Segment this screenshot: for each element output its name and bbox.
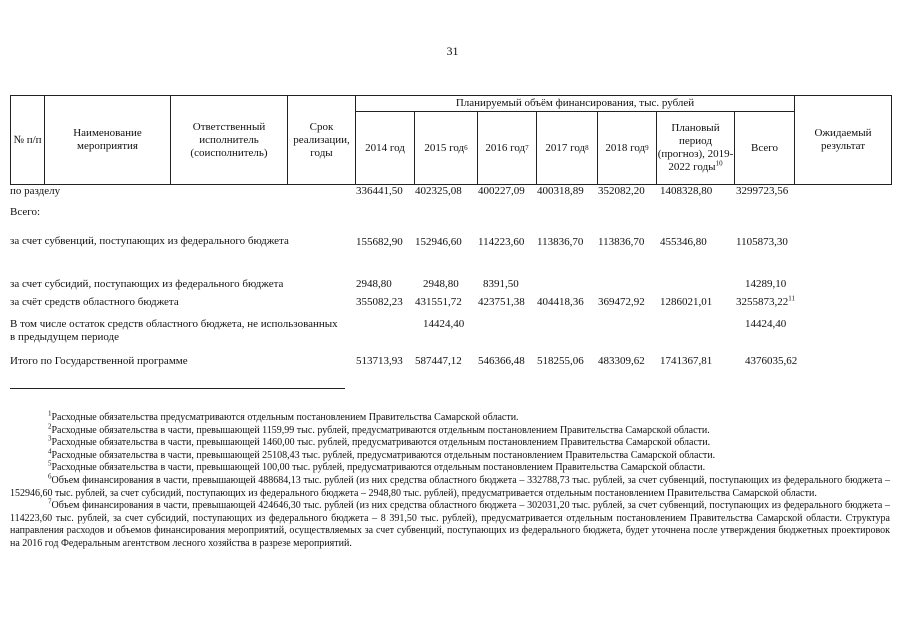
value-cell: 14424,40	[745, 318, 787, 330]
footnote: $^3$Расходные обязательства в части, превышающей 1460,00 тыс. рублей, предусматриваются отдельным постановлением Правительства Самарской области.	[48, 434, 711, 449]
value-cell: 113836,70	[537, 236, 584, 248]
page-number: 31	[446, 44, 459, 58]
footnote: $^1$Расходные обязательства предусматриваются отдельным постановлением Правительства Самарской области.	[48, 409, 519, 423]
value-cell: 113836,70	[598, 236, 645, 248]
row-label: по разделу	[10, 185, 61, 197]
footnote: $^7$Объем финансирования в части, превышающей 424646,30 тыс. рублей (из них средства областного бюджета – 302031,20 тыс. рублей, за счет субвенций, поступающих из федерального бюджета – 114223,60 тыс. рублей, за счет субсидий, поступающих из федерального бюджета – 8 391,50 тыс. рублей), предусматривается отдельным постановлением Правительства Самарской области. Структура направления расходов и объемов финансирования мероприятий, осуществляемых за счет субвенций, поступающих из федерального бюджета, будет уточнена после утверждения бюджетных проектировок на 2016 год Федеральным агентством лесного хозяйства в разрезе мероприятий.	[10, 497, 890, 549]
row-label: за счет субвенций, поступающих из федерального бюджета	[10, 235, 289, 247]
value-cell: 404418,36	[537, 296, 584, 308]
header-activity-name: Наименование мероприятия	[73, 127, 142, 152]
row-label: за счёт средств областного бюджета	[10, 296, 179, 308]
value-cell: 1741367,81	[660, 355, 713, 367]
value-cell: 352082,20	[598, 185, 645, 197]
value-cell: 2948,80	[423, 278, 459, 290]
header-year-2016: 2016 год 7	[485, 141, 529, 154]
row-label: В том числе остаток средств областного бюджета, не использованных в предыдущем периоде	[10, 318, 338, 343]
value-cell: 423751,38	[478, 296, 525, 308]
footnote: $^5$Расходные обязательства в части, превышающей 100,00 тыс. рублей, предусматриваются отдельным постановлением Правительства Самарской области.	[48, 460, 706, 474]
value-cell: 152946,60	[415, 236, 462, 248]
value-cell: 400318,89	[537, 185, 584, 197]
value-cell: 369472,92	[598, 296, 645, 308]
footnote: $^2$Расходные обязательства в части, превышающей 1159,99 тыс. рублей, предусматриваются отдельным постановлением Правительства Самарской области.	[48, 422, 710, 436]
header-planned-financing: Планируемый объём финансирования, тыс. рублей	[455, 97, 695, 109]
value-cell: 1105873,30	[736, 236, 788, 248]
value-cell: 336441,50	[356, 185, 403, 197]
header-executor: Ответственный исполнитель (соисполнитель)	[190, 120, 268, 159]
header-year-2015: 2015 год 6	[424, 141, 468, 154]
value-cell: 587447,12	[415, 355, 462, 367]
value-cell: 400227,09	[478, 185, 525, 197]
value-cell: 546366,48	[478, 355, 525, 367]
value-cell: 513713,93	[356, 355, 403, 367]
header-term: Срок реализации, годы	[293, 120, 350, 159]
value-cell: 3255873,22$^{11}$	[736, 294, 795, 308]
header-plan-period: Плановый период (прогноз), 2019-2022 годы$^{10}$	[657, 122, 734, 173]
value-cell: 1286021,01	[660, 296, 713, 308]
value-cell: 155682,90	[356, 236, 403, 248]
header-total: Всего	[751, 141, 778, 154]
header-year-2014: 2014 год	[365, 141, 405, 154]
value-cell: 4376035,62	[745, 355, 798, 367]
row-label: за счет субсидий, поступающих из федерального бюджета	[10, 278, 284, 290]
row-label: Итого по Государственной программе	[10, 355, 188, 367]
value-cell: 431551,72	[415, 296, 462, 308]
value-cell: 114223,60	[478, 236, 525, 248]
value-cell: 402325,08	[415, 185, 462, 197]
value-cell: 455346,80	[660, 236, 707, 248]
footnotes	[10, 409, 890, 551]
header-year-2017: 2017 год 8	[545, 141, 589, 154]
header-number: № п/п	[13, 133, 42, 146]
value-cell: 14424,40	[423, 318, 465, 330]
value-cell: 8391,50	[483, 278, 519, 290]
row-label: Всего:	[10, 206, 41, 218]
footnote: $^4$Расходные обязательства в части, превышающей 25108,43 тыс. рублей, предусматриваются отдельным постановлением Правительства Самарской области.	[48, 447, 716, 461]
value-cell: 355082,23	[356, 296, 403, 308]
footnote: $^6$Объем финансирования в части, превышающей 488684,13 тыс. рублей (из них средства областного бюджета – 332788,73 тыс. рублей, за счет субвенций, поступающих из федерального бюджета – 152946,60 тыс. рублей, за счет субсидий, поступающих из федерального бюджета – 2948,80 тыс. рублей), предусматривается отдельным постановлением Правительства Самарской области.	[10, 472, 890, 499]
value-cell: 2948,80	[356, 278, 392, 290]
header-expected-result: Ожидаемый результат	[814, 127, 872, 152]
value-cell: 1408328,80	[660, 185, 713, 197]
value-cell: 483309,62	[598, 355, 645, 367]
header-year-2018: 2018 год 9	[605, 141, 649, 154]
value-cell: 518255,06	[537, 355, 584, 367]
footnote-separator	[10, 388, 345, 389]
value-cell: 3299723,56	[736, 185, 789, 197]
value-cell: 14289,10	[745, 278, 787, 290]
